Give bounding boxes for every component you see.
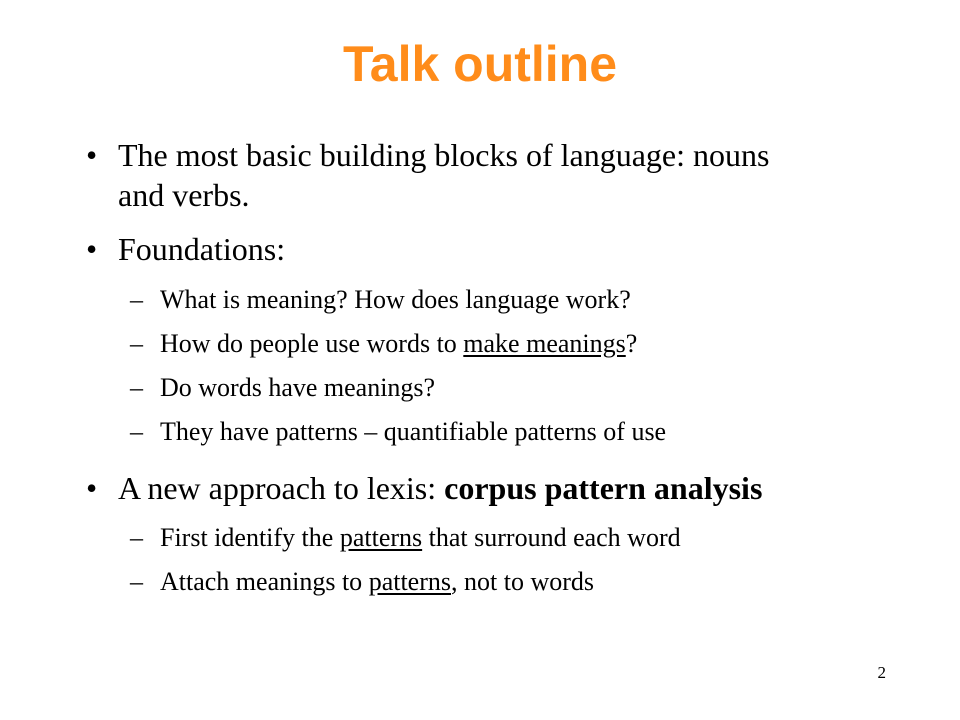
- dash-marker: –: [130, 523, 143, 552]
- subitem-text-after: , not to words: [451, 567, 594, 596]
- subitem-text: They have patterns – quantifiable patterns of use: [160, 417, 667, 446]
- dash-marker: –: [130, 329, 143, 358]
- page-number: 2: [877, 663, 886, 682]
- bullet-text: Foundations:: [118, 231, 286, 267]
- bullet-text-before: A new approach to lexis:: [118, 470, 445, 506]
- bullet-text-line2: and verbs.: [118, 177, 250, 213]
- subitem-text-before: Attach meanings to: [160, 567, 369, 596]
- subitem-text-before: First identify the: [160, 523, 340, 552]
- underlined-phrase: make meanings: [463, 329, 626, 358]
- subitem-text-after: ?: [625, 329, 638, 358]
- subitem-text: [160, 522, 681, 554]
- subitem-text: What is meaning? How does language work?: [160, 285, 631, 314]
- dash-marker: –: [130, 567, 143, 596]
- dash-marker: –: [130, 285, 143, 314]
- bullet-marker: •: [86, 137, 98, 173]
- dash-marker: –: [130, 417, 143, 446]
- bullet-text: [118, 469, 762, 507]
- bullet-text-line1: The most basic building blocks of language: nouns: [118, 137, 770, 173]
- bold-phrase: corpus pattern analysis: [444, 470, 763, 506]
- subitem-text: [160, 566, 594, 598]
- subitem-text: [160, 328, 637, 360]
- bullet-marker: •: [86, 470, 98, 506]
- underlined-phrase: patterns: [368, 567, 451, 596]
- underlined-phrase: patterns: [339, 523, 423, 552]
- slide-title: Talk outline: [342, 36, 618, 92]
- subitem-text-before: How do people use words to: [160, 329, 464, 358]
- subitem-text: Do words have meanings?: [160, 373, 436, 402]
- subitem-text-after: that surround each word: [422, 523, 681, 552]
- dash-marker: –: [130, 373, 143, 402]
- bullet-marker: •: [86, 231, 98, 267]
